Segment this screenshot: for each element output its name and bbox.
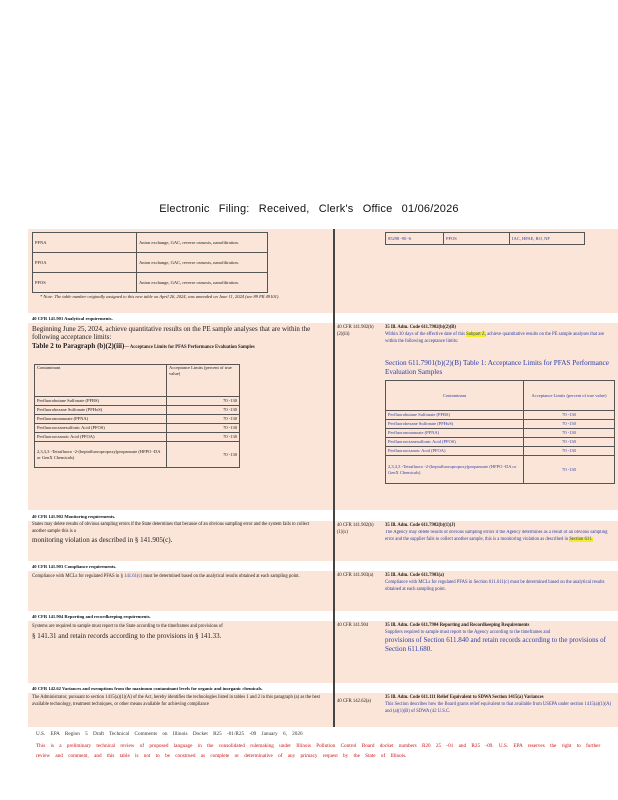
illinois-section-header: 35 Ill. Adm. Code 611.7902(b)(1)(J) <box>385 523 456 528</box>
table-row <box>386 411 615 420</box>
comparison-table <box>28 229 618 727</box>
contaminant-cell: Perfluorohexane Sulfonate (PFHxS) <box>386 420 524 429</box>
contaminant-cell: Perfluorooctanoic Acid (PFOA) <box>35 433 167 442</box>
contaminant-cell: PFOS <box>33 273 137 293</box>
illinois-text-large: provisions of Section 611.840 and retain records according to the provisions of Section 611.680. <box>385 636 606 653</box>
table-row <box>386 429 615 438</box>
federal-text: The Administrator, pursuant to section 1415(a)(1)(A) of the Act, hereby identifies the technologies listed in tables 1 and 2 in this paragraph (a) as the best available technology, treatment techniques, or other means available for achieving compliance <box>32 695 320 707</box>
contaminant-cell: Perfluorooctanoic Acid (PFOA) <box>386 447 524 456</box>
section-header-141901: 40 CFR 141.901 Analytical requirements. <box>28 314 618 323</box>
col-header-limits: Acceptance Limits (percent of true value) <box>524 381 615 411</box>
table-header-row <box>35 365 240 397</box>
contaminant-cell: PFNA <box>33 233 137 253</box>
contaminant-cell: PFOS <box>444 233 510 245</box>
federal-text-cell <box>28 571 334 611</box>
section-row-141902 <box>28 521 618 561</box>
illinois-text-1: Compliance with MCLs for regulated PFAS in Section 611.611(c) <box>385 580 509 585</box>
contaminant-cell: Perfluorohexane Sulfonate (PFHxS) <box>35 406 167 415</box>
cfr-link[interactable]: 141.61(c) <box>124 574 143 579</box>
footer-disclaimer: This is a preliminary technical review of proposed language in the consolidated rulemaking under Illinois Pollution Control Board docket numbers R20 25 -01 and R25 -09. U.S. EPA reserves the right to further review and comment, and this table is not to be construed as complete or determinative of any primacy request by the State of Illinois. <box>36 743 601 759</box>
federal-text <box>32 574 322 581</box>
table-row <box>33 233 268 253</box>
section-row-141901 <box>28 323 618 510</box>
limit-cell: 70 -130 <box>167 415 240 424</box>
table-header-row <box>386 381 615 411</box>
continuation-row <box>28 229 618 313</box>
limit-cell: 70 -130 <box>167 424 240 433</box>
table-row <box>386 447 615 456</box>
illinois-text-cell <box>335 571 618 611</box>
illinois-text <box>385 580 617 593</box>
illinois-section-header: 35 Ill. Adm. Code 611.7904 Reporting and Recordkeeping Requirements <box>385 623 530 628</box>
table-row <box>33 253 268 273</box>
illinois-text-2: must be determined based on the analytical results obtained at each sampling point. <box>385 580 605 592</box>
limit-cell: 70 -130 <box>524 438 615 447</box>
continuation-left-cell <box>28 229 334 313</box>
limit-cell: 70 -130 <box>167 397 240 406</box>
table-row <box>35 424 240 433</box>
illinois-table-title: Section 611.7901(b)(2)(B) Table 1: Acceptance Limits for PFAS Performance Evaluation Samples <box>385 359 609 376</box>
cfr-citation: 40 CFR 141.902(b)(1)(x) <box>337 523 374 535</box>
method-cell: Anion exchange, GAC, reverse osmosis, nanofiltration. <box>137 253 268 273</box>
filing-header: Electronic Filing: Received, Clerk's Office 01/06/2026 <box>159 203 459 215</box>
illinois-text-cell <box>335 693 618 727</box>
table-row <box>35 442 240 468</box>
col-header-contaminant: Contaminant <box>35 365 167 397</box>
contaminant-cell: Perfluorooctanesulfonic Acid (PFOS) <box>35 424 167 433</box>
method-cell: Anion exchange, GAC, reverse osmosis, nanofiltration. <box>137 233 268 253</box>
contaminant-cell: Perfluorononanoate (PFNA) <box>386 429 524 438</box>
federal-text-cell <box>28 693 334 727</box>
column-divider <box>333 229 335 727</box>
federal-text-1: Compliance with MCLs for regulated PFAS in § <box>32 574 123 579</box>
section-header-14262: 40 CFR 142.62 Variances and exemptions from the maximum contaminant levels for organic and inorganic chemicals. <box>28 684 618 693</box>
illinois-text-cell <box>335 621 618 683</box>
cas-cell: 85298 -90 -6 <box>386 233 444 245</box>
table-title-strong: Table 2 to Paragraph (b)(2)(iii) <box>32 342 125 350</box>
lead-text-1: Within 30 days of the effective date of this <box>385 332 465 337</box>
section-row-14262 <box>28 693 618 727</box>
section-header-141902: 40 CFR 141.902 Monitoring requirements. <box>28 512 618 521</box>
cfr-citation: 40 CFR 141.903(a) <box>337 573 374 578</box>
table-row <box>35 415 240 424</box>
highlighted-subpart: Subpart Z, <box>466 332 486 337</box>
section-header-141903: 40 CFR 141.903 Compliance requirements. <box>28 562 618 571</box>
table-row <box>386 456 615 484</box>
illinois-lead-text <box>385 332 615 345</box>
cfr-citation: 40 CFR 141.902(b)(2)(iii) <box>337 325 374 337</box>
limit-cell: 70 -130 <box>524 420 615 429</box>
table-row <box>35 433 240 442</box>
method-cell: Anion exchange, GAC, reverse osmosis, nanofiltration. <box>137 273 268 293</box>
lead-text-2: achieve quantitative results on the PE sample analyses that are within the following acceptance limits: <box>385 332 605 344</box>
limit-cell: 70 -130 <box>524 456 615 484</box>
federal-text-large: monitoring violation as described in § 141.905(c). <box>32 536 173 544</box>
table-row <box>35 406 240 415</box>
limit-cell: 70 -130 <box>524 447 615 456</box>
illinois-section-header: 35 Ill. Adm. Code 611.7902(b)(2)(B) <box>385 325 456 330</box>
limit-cell: 70 -130 <box>524 411 615 420</box>
illinois-text: This Section describes how the Board grants relief equivalent to that available from USEPA under section 1415(a)(1)(A) and (a)(1)(B) of SDWA (42 U.S.C. <box>385 702 612 714</box>
illinois-text-body: The Agency may delete results of obvious sampling errors if the Agency determines as a result of an obvious sampling error and the supplier fails to collect another sample, this is a monitoring violation as described in <box>385 530 608 542</box>
section-header-141904: 40 CFR 141.904 Reporting and recordkeeping requirements. <box>28 612 618 621</box>
federal-text: Systems are required to sample must report to the State according to the timeframes and provisions of <box>32 624 223 629</box>
federal-text-cell <box>28 621 334 683</box>
limit-cell: 70 -130 <box>167 442 240 468</box>
cfr-citation: 40 CFR 142.62(a) <box>337 699 371 704</box>
table-row <box>33 273 268 293</box>
limit-cell: 70 -130 <box>524 429 615 438</box>
footer-citation: U.S. EPA Region 5 Draft Technical Comments on Illinois Docket R25 -01/R25 -09 January 6, 2026 <box>36 731 303 737</box>
contaminant-cell: 2,3,3,3 -Tetrafluoro -2-(heptafluoropropoxy)propanoate (HFPO -DA or GenX Chemicals) <box>386 456 524 484</box>
table-row <box>386 420 615 429</box>
illinois-section-header: 35 Ill. Adm. Code 611.111 Relief Equivalent to SDWA Section 1415(a) Variances <box>385 695 544 700</box>
contaminant-cell: Perfluorobutane Sulfonate (PFBS) <box>386 411 524 420</box>
contaminant-cell: Perfluorononanoate (PFNA) <box>35 415 167 424</box>
cfr-citation: 40 CFR 141.904 <box>337 623 369 628</box>
illinois-text <box>385 530 617 557</box>
method-cell: IAC, HPAE, RO, NF <box>510 233 585 245</box>
illinois-text-cell <box>335 323 618 510</box>
section-row-141904 <box>28 621 618 683</box>
treatment-table <box>32 232 268 293</box>
federal-text-cell <box>28 323 334 510</box>
limit-cell: 70 -130 <box>167 433 240 442</box>
illinois-text-cell <box>335 521 618 561</box>
table-row <box>386 438 615 447</box>
table-title-rest: — Acceptance Limits for PFAS Performance Evaluation Samples <box>124 345 255 350</box>
federal-text-2: must be determined based on the analytical results obtained at each sampling point. <box>143 574 300 579</box>
contaminant-cell: PFOA <box>33 253 137 273</box>
continuation-right-cell <box>335 229 618 313</box>
illinois-section-header: 35 Ill. Adm. Code 611.7903(a) <box>385 573 444 578</box>
limit-cell: 70 -130 <box>167 406 240 415</box>
federal-lead-text: Beginning June 25, 2024, achieve quantitative results on the PE sample analyses that are within the following acceptance limits: <box>32 325 311 342</box>
contaminant-cell: Perfluorooctanesulfonic Acid (PFOS) <box>386 438 524 447</box>
table-row <box>35 397 240 406</box>
table-row <box>386 233 585 245</box>
acceptance-limits-table <box>34 364 240 468</box>
highlighted-section: Section 611. <box>569 536 593 542</box>
contaminant-cell: Perfluorobutane Sulfonate (PFBS) <box>35 397 167 406</box>
illinois-acceptance-limits-table <box>385 380 615 484</box>
federal-text: States may delete results of obvious sampling errors if the State determines that because of an obvious sampling error and the system fails to collect another sample this is a <box>32 522 310 534</box>
federal-text-large: § 141.31 and retain records according to the provisions in § 141.33. <box>32 632 222 640</box>
table-note: * Note: The table number originally assigned to this new table on April 26, 2024, was amended on June 11, 2024 (see 89 FR 49101). <box>40 294 280 299</box>
col-header-limits: Acceptance Limits (percent of true value) <box>167 365 240 397</box>
section-row-141903 <box>28 571 618 611</box>
col-header-contaminant: Contaminant <box>386 381 524 411</box>
right-treatment-table <box>385 232 585 245</box>
federal-table-title <box>32 343 322 352</box>
illinois-text: Suppliers required to sample must report to the Agency according to the timeframes and <box>385 630 551 635</box>
contaminant-cell: 2,3,3,3 -Tetrafluoro -2-(heptafluoropropoxy)propanoate (HFPO -DA or GenX Chemicals) <box>35 442 167 468</box>
federal-text-cell <box>28 521 334 561</box>
